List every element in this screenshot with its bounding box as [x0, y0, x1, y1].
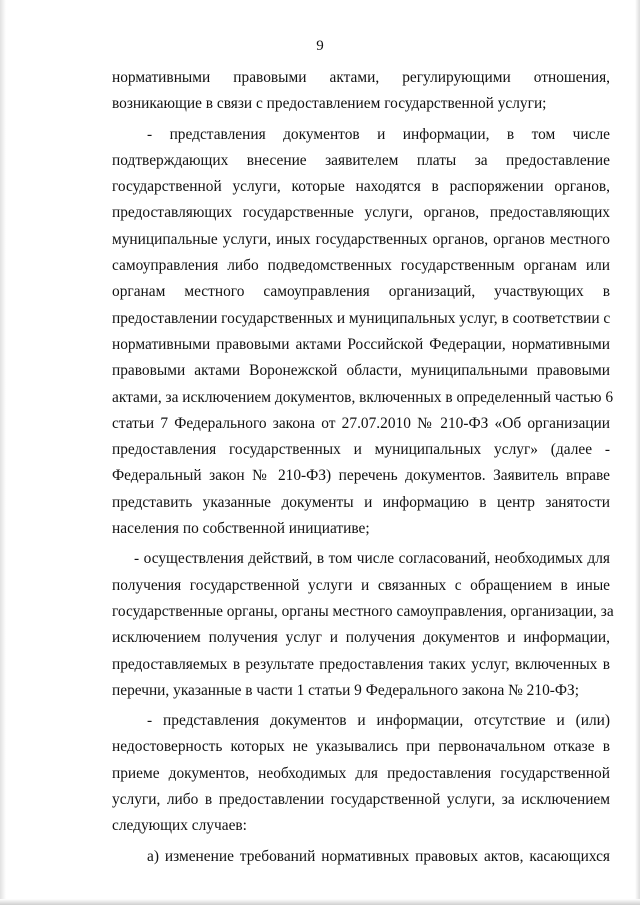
- text-line: предоставления государственных и муниципальных услуг» (далее -: [112, 441, 610, 459]
- document-body: [112, 65, 614, 870]
- scan-bottom-edge: [0, 899, 640, 905]
- text-line: услуги, либо в предоставлении государственной услуги, за исключением: [112, 791, 610, 809]
- text-line: Федеральный закон № 210-ФЗ) перечень документов. Заявитель вправе: [112, 467, 610, 485]
- text-line: недостоверность которых не указывались при первоначальном отказе в: [112, 738, 610, 756]
- text-line: следующих случаев:: [112, 817, 247, 835]
- text-line: а) изменение требований нормативных правовых актов, касающихся: [147, 847, 610, 865]
- text-line: - осуществления действий, в том числе согласований, необходимых для: [134, 550, 610, 568]
- text-line: подтверждающих внесение заявителем платы за предоставление: [112, 151, 610, 169]
- text-line: статьи 7 Федерального закона от 27.07.2010 № 210-ФЗ «Об организации: [112, 414, 610, 432]
- text-line: - представления документов и информации, отсутствие и (или): [147, 712, 610, 730]
- text-line: предоставляемых в результате предоставления таких услуг, включенных в: [112, 655, 610, 673]
- scan-left-edge: [0, 0, 6, 905]
- text-line: самоуправления либо подведомственных государственным органам или: [112, 257, 610, 275]
- text-line: перечни, указанные в части 1 статьи 9 Федерального закона № 210-ФЗ;: [112, 681, 580, 699]
- text-line: муниципальные услуги, иных государственных органов, органов местного: [112, 230, 610, 248]
- text-line: населения по собственной инициативе;: [112, 520, 370, 538]
- page-number: 9: [316, 38, 324, 54]
- text-line: исключением получения услуг и получения документов и информации,: [112, 629, 610, 647]
- text-line: предоставляющих государственные услуги, органов, предоставляющих: [112, 204, 610, 222]
- text-line: правовыми актами Воронежской области, муниципальными правовыми: [112, 362, 610, 380]
- text-line: возникающие в связи с предоставлением государственной услуги;: [112, 95, 547, 113]
- text-line: актами, за исключением документов, включенных в определенный частью 6: [112, 388, 614, 406]
- text-line: получения государственной услуги и связанных с обращением в иные: [112, 576, 610, 594]
- text-line: органам местного самоуправления организаций, участвующих в: [112, 283, 610, 301]
- text-line: нормативными правовыми актами Российской Федерации, нормативными: [112, 335, 610, 353]
- text-line: нормативными правовыми актами, регулирующими отношения,: [112, 69, 610, 86]
- text-line: предоставлении государственных и муниципальных услуг, в соответствии с: [112, 309, 611, 327]
- text-line: приеме документов, необходимых для предоставления государственной: [112, 764, 610, 782]
- scan-right-edge: [635, 0, 640, 905]
- text-line: - представления документов и информации, в том числе: [147, 125, 610, 143]
- text-line: государственной услуги, которые находятся в распоряжении органов,: [112, 178, 610, 196]
- text-line: государственные органы, органы местного самоуправления, организации, за: [112, 602, 614, 620]
- text-line: представить указанные документы и информацию в центр занятости: [112, 493, 610, 511]
